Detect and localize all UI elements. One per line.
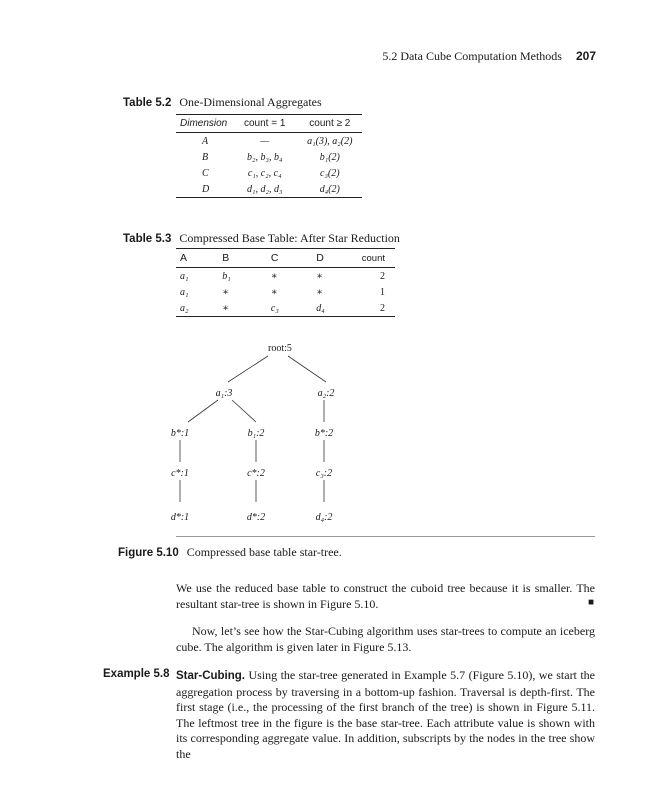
table-row <box>176 268 395 285</box>
edge-root-a2 <box>288 356 326 382</box>
column-header: count = 1 <box>244 118 286 129</box>
edge-a1-b1 <box>232 400 256 422</box>
table-title: Compressed Base Table: After Star Reduction <box>179 231 400 245</box>
table-cell: ∗ <box>316 270 324 282</box>
column-header: D <box>316 252 324 264</box>
example-title: Star-Cubing. <box>176 670 245 682</box>
table-cell: d₄(2) <box>319 183 340 195</box>
table-row <box>176 165 362 181</box>
table-cell: ∗ <box>270 270 278 282</box>
table-cell: C <box>202 167 209 179</box>
table-cell: a₁ <box>180 270 189 282</box>
tree-node-a2: a₂:2 <box>317 388 335 399</box>
compressed-base-table <box>176 248 395 317</box>
tree-node-b1: b₁:2 <box>247 428 265 439</box>
tree-node-bstar2: b*:2 <box>314 428 334 439</box>
edge-root-a1 <box>228 356 268 382</box>
edge-a1-bstar <box>188 400 218 422</box>
table-cell: b₁ <box>222 270 231 282</box>
table-cell: ∗ <box>222 286 229 298</box>
table-cell: — <box>260 135 270 147</box>
tree-node-c3: c₃:2 <box>315 468 333 479</box>
table-5-2-caption <box>123 93 322 111</box>
table-cell: a₁(3), a₂(2) <box>307 135 353 147</box>
table-cell: c₁, c₂, c₄ <box>247 167 282 179</box>
table-row <box>176 149 362 165</box>
table-cell: 1 <box>380 286 385 298</box>
table-5-3-caption <box>123 229 400 247</box>
table-cell: ∗ <box>316 286 324 298</box>
table-cell: a₁ <box>180 286 189 298</box>
table-label: Table 5.2 <box>123 97 172 109</box>
table-cell: a₂ <box>180 302 189 314</box>
one-dimensional-aggregates-table <box>176 114 362 198</box>
example-text: Using the star-tree generated in Example 5.7 (Figure 5.10), we start the aggregation process by traversing in a bottom-up fashion. Traversal is depth-first. The first stage (i.e., the processing of the first branch of the tree) is shown in Figure 5.11. The leftmost tree in the figure is the base star-tree. Each attribute value is shown with its corresponding aggregate value. In addition, subscripts by the nodes in the tree show the <box>176 668 595 761</box>
table-row <box>176 284 395 300</box>
table-cell: d₄ <box>316 302 325 314</box>
table-cell: ∗ <box>270 286 278 298</box>
tree-node-dstar2: d*:2 <box>246 512 266 523</box>
column-header: C <box>270 252 279 264</box>
table-header-row <box>176 115 362 133</box>
table-cell: c₃(2) <box>320 167 340 179</box>
tree-node-cstar2: c*:2 <box>247 468 265 479</box>
table-header-row <box>176 249 395 268</box>
table-cell: b₂, b₃, b₄ <box>246 151 283 163</box>
table-cell: c₃ <box>270 302 279 314</box>
table-title: One-Dimensional Aggregates <box>179 95 322 109</box>
column-header: count ≥ 2 <box>309 118 351 129</box>
column-header: count <box>361 252 385 264</box>
table-cell: ∗ <box>222 302 229 314</box>
table-cell: 2 <box>380 302 385 314</box>
table-label: Table 5.3 <box>123 233 172 245</box>
running-header <box>382 49 596 64</box>
table-cell: D <box>202 183 210 195</box>
table-cell: B <box>202 151 209 163</box>
column-header: Dimension <box>180 118 228 129</box>
star-tree-diagram <box>160 338 360 528</box>
table-row <box>176 181 362 198</box>
section-title: 5.2 Data Cube Computation Methods <box>382 49 562 63</box>
paragraph: Now, let’s see how the Star-Cubing algorithm uses star-trees to compute an iceberg cube. The algorithm is given later in Figure 5.13. <box>176 624 595 654</box>
table-cell: A <box>202 135 209 147</box>
page-number: 207 <box>575 49 596 63</box>
figure-label: Figure 5.10 <box>118 547 179 559</box>
tree-node-d4: d₄:2 <box>315 512 333 523</box>
tree-node-bstar: b*:1 <box>170 428 190 439</box>
tree-node-cstar: c*:1 <box>171 468 189 479</box>
column-header: B <box>222 252 230 264</box>
tree-node-root: root:5 <box>268 343 292 354</box>
figure-5-10-caption <box>118 543 342 561</box>
example-paragraph <box>176 668 595 762</box>
paragraph: We use the reduced base table to construct the cuboid tree because it is smaller. The resultant star-tree is shown in Figure 5.10. <box>176 581 595 611</box>
tree-node-dstar: d*:1 <box>170 512 190 523</box>
figure-divider <box>176 536 595 537</box>
table-row <box>176 133 362 150</box>
column-header: A <box>180 252 188 264</box>
table-cell: 2 <box>380 270 385 282</box>
figure-caption-text: Compressed base table star-tree. <box>186 545 342 559</box>
table-cell: b₁(2) <box>319 151 340 163</box>
table-row <box>176 300 395 317</box>
tree-node-a1: a₁:3 <box>215 388 233 399</box>
table-cell: d₁, d₂, d₃ <box>246 183 283 195</box>
example-label: Example 5.8 <box>103 668 170 680</box>
end-of-proof-mark: ■ <box>588 597 595 608</box>
